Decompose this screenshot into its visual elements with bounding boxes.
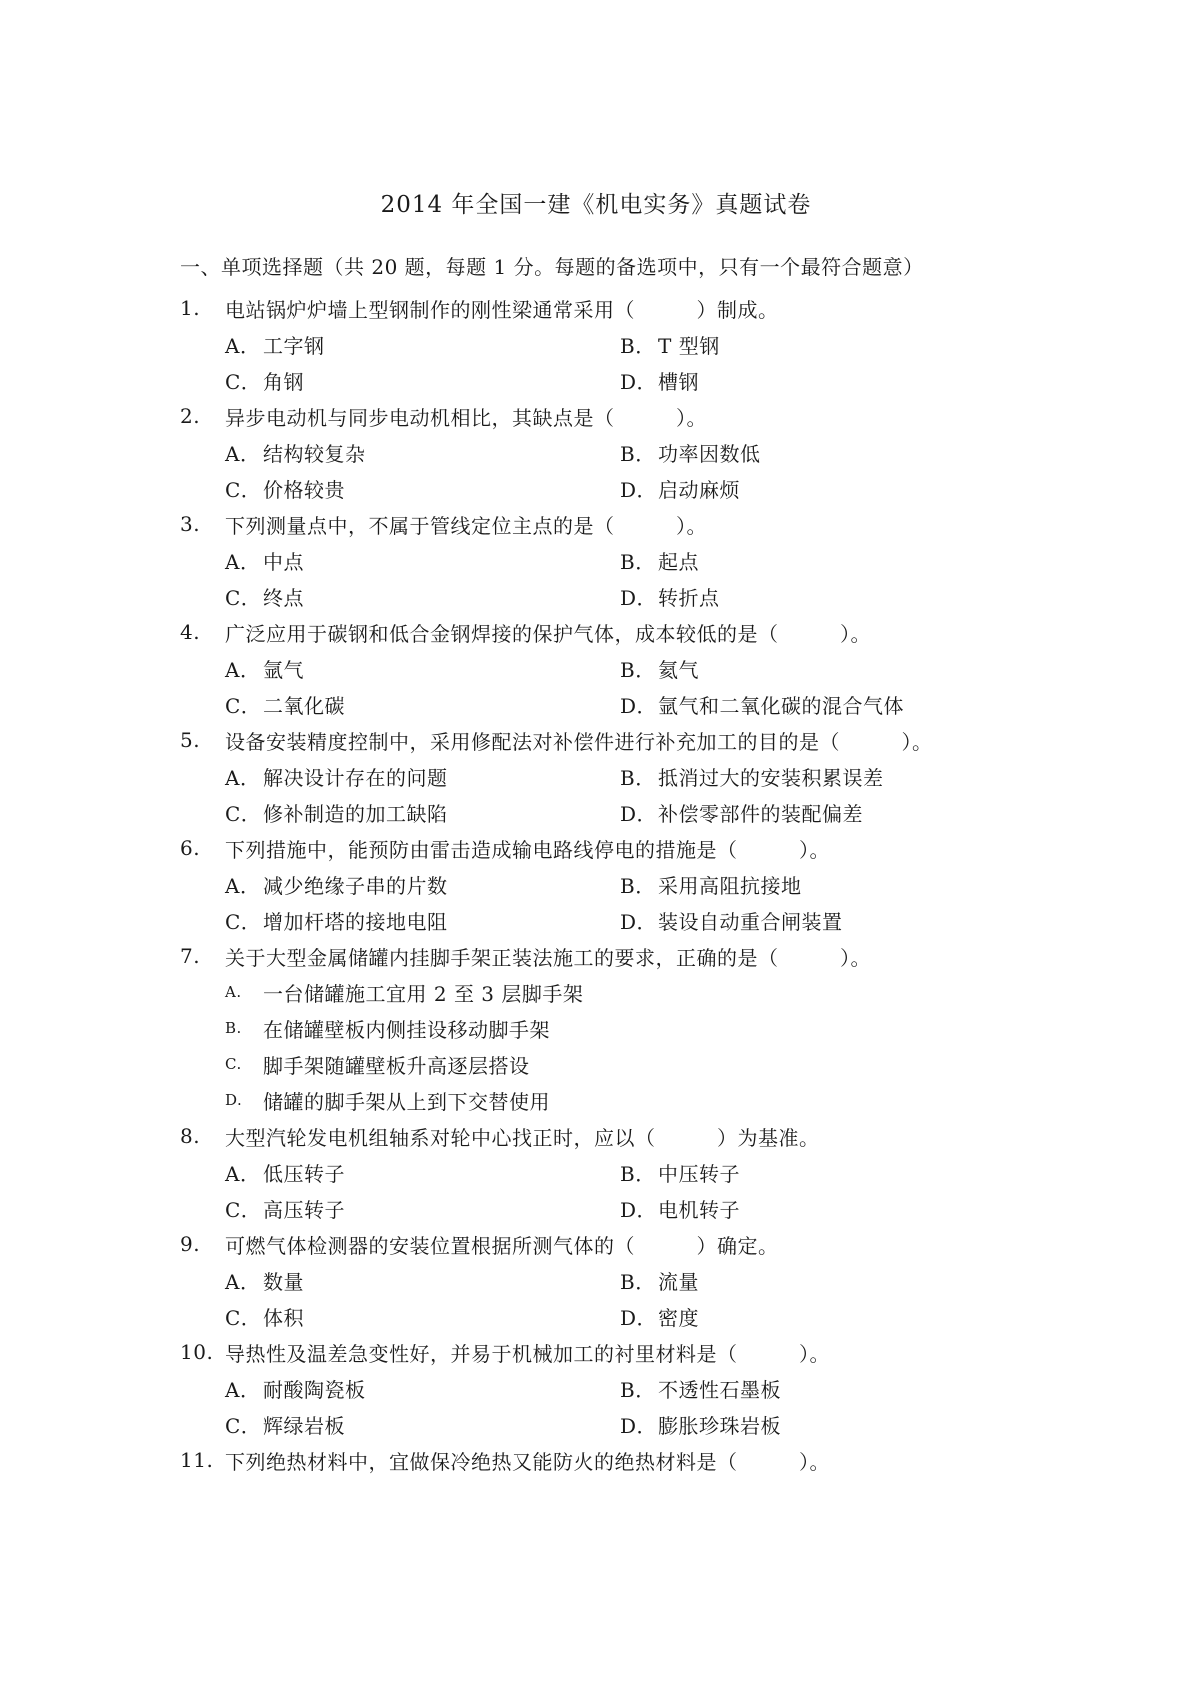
option-letter: B． (620, 1161, 656, 1186)
option-c (225, 366, 620, 395)
option-c (225, 690, 620, 719)
option-letter: A． (225, 549, 261, 574)
option-c (225, 798, 620, 827)
option-text: 中压转子 (658, 1161, 740, 1186)
question-number: 11. (180, 1448, 214, 1472)
option-c (225, 474, 620, 503)
question-7 (180, 938, 1020, 1118)
option-letter: C. (225, 1055, 242, 1073)
question-2 (180, 398, 1020, 506)
option-a (225, 1266, 620, 1295)
option-letter: A． (225, 1161, 261, 1186)
option-row (180, 470, 1020, 506)
option-c (225, 906, 620, 935)
option-text: 装设自动重合闸装置 (658, 909, 843, 934)
option-row (180, 1370, 1020, 1406)
option-a (225, 1158, 620, 1187)
question-text: 电站锅炉炉墙上型钢制作的刚性梁通常采用（ ）制成。 (225, 297, 779, 322)
question-stem (180, 1226, 1020, 1262)
option-letter: D． (620, 1413, 658, 1438)
option-row (180, 578, 1020, 614)
option-d (180, 1082, 1020, 1118)
option-letter: C． (225, 909, 262, 934)
option-d (620, 366, 1015, 395)
option-b (620, 1374, 1015, 1403)
option-row (180, 686, 1020, 722)
option-b (620, 654, 1015, 683)
option-b (180, 1010, 1020, 1046)
option-text: 脚手架随罐壁板升高逐层搭设 (263, 1053, 530, 1078)
option-letter: D． (620, 801, 658, 826)
option-row (180, 542, 1020, 578)
option-a (225, 1374, 620, 1403)
option-letter: D． (620, 1197, 658, 1222)
question-stem (180, 830, 1020, 866)
option-text: 起点 (658, 549, 699, 574)
question-number: 5. (180, 728, 201, 752)
option-letter: C． (225, 693, 262, 718)
question-text: 设备安装精度控制中，采用修配法对补偿件进行补充加工的目的是（ ）。 (225, 729, 933, 754)
option-text: 膨胀珍珠岩板 (658, 1413, 781, 1438)
option-c (225, 582, 620, 611)
option-letter: A． (225, 873, 261, 898)
option-text: 低压转子 (263, 1161, 345, 1186)
option-letter: C． (225, 1305, 262, 1330)
option-text: 减少绝缘子串的片数 (263, 873, 448, 898)
question-stem (180, 290, 1020, 326)
option-c (225, 1194, 620, 1223)
question-text: 导热性及温差急变性好，并易于机械加工的衬里材料是（ ）。 (225, 1341, 830, 1366)
option-text: T 型钢 (658, 333, 720, 358)
page-title: 2014 年全国一建《机电实务》真题试卷 (380, 192, 812, 218)
option-text: 抵消过大的安装积累误差 (658, 765, 884, 790)
option-letter: C． (225, 585, 262, 610)
option-text: 功率因数低 (658, 441, 761, 466)
question-text: 广泛应用于碳钢和低合金钢焊接的保护气体，成本较低的是（ ）。 (225, 621, 871, 646)
option-b (620, 1266, 1015, 1295)
option-d (620, 1410, 1015, 1439)
question-text: 下列措施中，能预防由雷击造成输电路线停电的措施是（ ）。 (225, 837, 830, 862)
option-row (180, 1154, 1020, 1190)
option-b (620, 438, 1015, 467)
option-letter: B． (620, 549, 656, 574)
option-text: 密度 (658, 1305, 699, 1330)
question-text: 下列绝热材料中，宜做保冷绝热又能防火的绝热材料是（ ）。 (225, 1449, 830, 1474)
option-text: 增加杆塔的接地电阻 (263, 909, 448, 934)
option-c (225, 1302, 620, 1331)
option-letter: A． (225, 1377, 261, 1402)
question-number: 3. (180, 512, 201, 536)
question-number: 4. (180, 620, 201, 644)
option-letter: D. (225, 1091, 243, 1109)
option-letter: C． (225, 1413, 262, 1438)
question-10 (180, 1334, 1020, 1442)
option-b (620, 870, 1015, 899)
question-stem (180, 506, 1020, 542)
option-row (180, 362, 1020, 398)
option-text: 不透性石墨板 (658, 1377, 781, 1402)
option-d (620, 690, 1015, 719)
question-number: 9. (180, 1232, 201, 1256)
option-letter: D． (620, 477, 658, 502)
option-a (225, 330, 620, 359)
option-c (225, 1410, 620, 1439)
option-letter: C． (225, 801, 262, 826)
option-letter: B． (620, 1269, 656, 1294)
question-number: 1. (180, 296, 201, 320)
option-a (225, 870, 620, 899)
question-6 (180, 830, 1020, 938)
option-letter: D． (620, 585, 658, 610)
question-list (180, 290, 1020, 1478)
question-text: 下列测量点中，不属于管线定位主点的是（ ）。 (225, 513, 707, 538)
option-letter: D． (620, 693, 658, 718)
option-text: 高压转子 (263, 1197, 345, 1222)
option-text: 修补制造的加工缺陷 (263, 801, 448, 826)
option-row (180, 434, 1020, 470)
option-text: 二氧化碳 (263, 693, 345, 718)
option-letter: A． (225, 333, 261, 358)
option-text: 氦气 (658, 657, 699, 682)
option-row (180, 650, 1020, 686)
option-row (180, 1262, 1020, 1298)
option-a (225, 654, 620, 683)
option-text: 电机转子 (658, 1197, 740, 1222)
option-c (180, 1046, 1020, 1082)
question-number: 2. (180, 404, 201, 428)
question-stem (180, 398, 1020, 434)
option-b (620, 546, 1015, 575)
question-text: 可燃气体检测器的安装位置根据所测气体的（ ）确定。 (225, 1233, 779, 1258)
option-b (620, 1158, 1015, 1187)
question-text: 关于大型金属储罐内挂脚手架正装法施工的要求，正确的是（ ）。 (225, 945, 871, 970)
option-text: 中点 (263, 549, 304, 574)
question-number: 6. (180, 836, 201, 860)
option-letter: D． (620, 909, 658, 934)
option-row (180, 1406, 1020, 1442)
option-d (620, 582, 1015, 611)
option-text: 在储罐壁板内侧挂设移动脚手架 (263, 1017, 550, 1042)
question-5 (180, 722, 1020, 830)
option-text: 氩气和二氧化碳的混合气体 (658, 693, 904, 718)
option-row (180, 1190, 1020, 1226)
option-text: 槽钢 (658, 369, 699, 394)
option-text: 体积 (263, 1305, 304, 1330)
question-stem (180, 1442, 1020, 1478)
option-d (620, 1302, 1015, 1331)
option-row (180, 1298, 1020, 1334)
option-d (620, 798, 1015, 827)
option-letter: C． (225, 1197, 262, 1222)
question-8 (180, 1118, 1020, 1226)
section-header: 一、单项选择题（共 20 题，每题 1 分。每题的备选项中，只有一个最符合题意） (180, 255, 924, 279)
option-letter: A． (225, 441, 261, 466)
option-row (180, 866, 1020, 902)
option-text: 氩气 (263, 657, 304, 682)
option-b (620, 330, 1015, 359)
option-text: 终点 (263, 585, 304, 610)
question-3 (180, 506, 1020, 614)
question-stem (180, 1118, 1020, 1154)
option-d (620, 906, 1015, 935)
question-text: 异步电动机与同步电动机相比，其缺点是（ ）。 (225, 405, 707, 430)
option-text: 辉绿岩板 (263, 1413, 345, 1438)
option-a (225, 438, 620, 467)
option-text: 一台储罐施工宜用 2 至 3 层脚手架 (263, 981, 584, 1006)
option-text: 解决设计存在的问题 (263, 765, 448, 790)
option-letter: B． (620, 1377, 656, 1402)
option-text: 启动麻烦 (658, 477, 740, 502)
option-a (180, 974, 1020, 1010)
question-1 (180, 290, 1020, 398)
option-letter: B． (620, 333, 656, 358)
question-text: 大型汽轮发电机组轴系对轮中心找正时，应以（ ）为基准。 (225, 1125, 820, 1150)
question-9 (180, 1226, 1020, 1334)
option-letter: B． (620, 873, 656, 898)
question-stem (180, 614, 1020, 650)
option-letter: A. (225, 983, 242, 1001)
option-text: 角钢 (263, 369, 304, 394)
option-letter: B． (620, 441, 656, 466)
option-row (180, 758, 1020, 794)
option-a (225, 546, 620, 575)
question-number: 8. (180, 1124, 201, 1148)
option-text: 耐酸陶瓷板 (263, 1377, 366, 1402)
question-11 (180, 1442, 1020, 1478)
option-letter: D． (620, 1305, 658, 1330)
option-text: 结构较复杂 (263, 441, 366, 466)
question-4 (180, 614, 1020, 722)
option-d (620, 1194, 1015, 1223)
option-letter: C． (225, 369, 262, 394)
option-letter: B. (225, 1019, 242, 1037)
option-letter: B． (620, 765, 656, 790)
option-text: 补偿零部件的装配偏差 (658, 801, 863, 826)
option-text: 数量 (263, 1269, 304, 1294)
option-a (225, 762, 620, 791)
option-letter: A． (225, 1269, 261, 1294)
question-number: 7. (180, 944, 201, 968)
question-stem (180, 722, 1020, 758)
option-text: 价格较贵 (263, 477, 345, 502)
option-row (180, 794, 1020, 830)
option-text: 储罐的脚手架从上到下交替使用 (263, 1089, 550, 1114)
option-text: 采用高阻抗接地 (658, 873, 802, 898)
question-stem (180, 1334, 1020, 1370)
option-text: 转折点 (658, 585, 720, 610)
option-row (180, 902, 1020, 938)
option-d (620, 474, 1015, 503)
option-b (620, 762, 1015, 791)
option-letter: B． (620, 657, 656, 682)
option-letter: A． (225, 657, 261, 682)
option-letter: D． (620, 369, 658, 394)
option-letter: C． (225, 477, 262, 502)
question-number: 10. (180, 1340, 214, 1364)
option-row (180, 326, 1020, 362)
option-letter: A． (225, 765, 261, 790)
option-text: 流量 (658, 1269, 699, 1294)
question-stem (180, 938, 1020, 974)
option-text: 工字钢 (263, 333, 325, 358)
